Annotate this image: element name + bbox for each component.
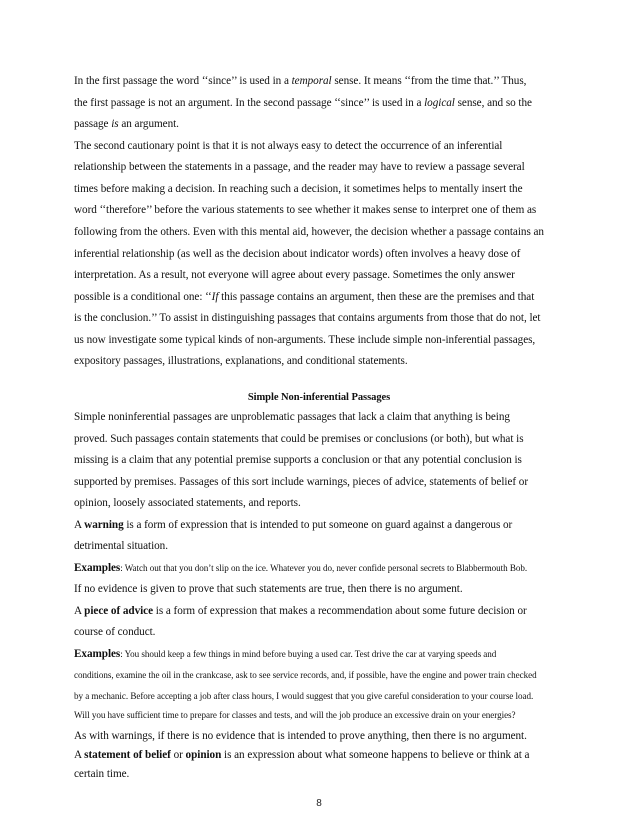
text-line: proved. Such passages contain statements that could be premises or conclusions (or both), but what is bbox=[74, 433, 524, 445]
text-line: opinion, loosely associated statements, and reports. bbox=[74, 497, 301, 509]
examples-label: Examples bbox=[74, 648, 121, 660]
text-span: an argument. bbox=[118, 118, 179, 130]
italic-term: temporal bbox=[291, 75, 332, 87]
text-line bbox=[74, 518, 574, 532]
bold-term: piece of advice bbox=[84, 605, 154, 617]
text-span: passage bbox=[74, 118, 112, 130]
text-line: certain time. bbox=[74, 768, 130, 780]
text-line: word ‘‘therefore’’ before the various statements to see whether it makes sense to interpret one of them as bbox=[74, 204, 537, 216]
text-line bbox=[74, 74, 574, 88]
text-span: A bbox=[74, 519, 85, 531]
text-line: is the conclusion.’’ To assist in distinguishing passages that contains arguments from those that do not, let bbox=[74, 312, 541, 324]
text-span: possible is a conditional one: ‘‘ bbox=[74, 291, 212, 303]
text-line: expository passages, illustrations, explanations, and conditional statements. bbox=[74, 355, 408, 367]
text-span: sense. It means ‘‘from the time that.’’ Thus, bbox=[331, 75, 527, 87]
examples-label: Examples bbox=[74, 562, 121, 574]
text-line: inferential relationship (as well as the decision about indicator words) often involves a heavy dose of bbox=[74, 248, 521, 260]
text-span: the first passage is not an argument. In the second passage ‘‘since’’ is used in a bbox=[74, 97, 425, 109]
text-line: Simple noninferential passages are unproblematic passages that lack a claim that anything is being bbox=[74, 411, 510, 423]
text-span: this passage contains an argument, then these are the premises and that bbox=[218, 291, 535, 303]
bold-term: opinion bbox=[185, 749, 222, 761]
examples-line bbox=[74, 647, 574, 661]
text-span: is a form of expression that makes a recommendation about some future decision or bbox=[153, 605, 527, 617]
text-span: A bbox=[74, 605, 85, 617]
text-line: The second cautionary point is that it is not always easy to detect the occurrence of an inferential bbox=[74, 140, 503, 152]
text-line bbox=[74, 290, 574, 304]
italic-term: logical bbox=[424, 97, 455, 109]
text-line bbox=[74, 96, 574, 110]
example-text: Will you have sufficient time to prepare for classes and tests, and will the job produce an excessive drain on your energies? bbox=[74, 710, 516, 720]
section-heading: Simple Non-inferential Passages bbox=[247, 392, 391, 403]
text-line bbox=[74, 604, 574, 618]
text-span: or bbox=[170, 749, 186, 761]
examples-line bbox=[74, 561, 574, 575]
text-line: detrimental situation. bbox=[74, 540, 168, 552]
italic-term: If bbox=[211, 291, 219, 303]
text-span: A bbox=[74, 749, 85, 761]
text-line: supported by premises. Passages of this sort include warnings, pieces of advice, statements of belief or bbox=[74, 476, 528, 488]
text-line bbox=[74, 117, 574, 131]
text-line: interpretation. As a result, not everyone will agree about every passage. Sometimes the only answer bbox=[74, 269, 515, 281]
italic-term: is bbox=[111, 118, 119, 130]
text-line: course of conduct. bbox=[74, 626, 156, 638]
text-line: missing is a claim that any potential premise supports a conclusion or that any potential conclusion is bbox=[74, 454, 522, 466]
example-text: : Watch out that you don’t slip on the ice. Whatever you do, never confide personal secrets to Blabbermouth Bob. bbox=[120, 563, 528, 573]
text-line bbox=[74, 748, 574, 762]
text-span: is a form of expression that is intended to put someone on guard against a dangerous or bbox=[123, 519, 513, 531]
text-line: If no evidence is given to prove that such statements are true, then there is no argument. bbox=[74, 583, 463, 595]
example-text: by a mechanic. Before accepting a job after class hours, I would suggest that you give careful consideration to your course load. bbox=[74, 691, 534, 701]
page-number: 8 bbox=[316, 798, 322, 809]
text-line: times before making a decision. In reaching such a decision, it sometimes helps to mentally insert the bbox=[74, 183, 523, 195]
text-span: sense, and so the bbox=[454, 97, 532, 109]
text-line: following from the others. Even with this mental aid, however, the decision whether a passage contains an bbox=[74, 226, 544, 238]
text-line: us now investigate some typical kinds of non-arguments. These include simple non-inferential passages, bbox=[74, 334, 536, 346]
example-text: conditions, examine the oil in the crankcase, ask to see service records, and, if possible, have the engine and power train checked bbox=[74, 670, 537, 680]
bold-term: statement of belief bbox=[84, 749, 171, 761]
text-span: is an expression about what someone happens to believe or think at a bbox=[221, 749, 530, 761]
example-text: : You should keep a few things in mind before buying a used car. Test drive the car at varying speeds and bbox=[120, 649, 497, 659]
text-span: In the first passage the word ‘‘since’’ is used in a bbox=[74, 75, 292, 87]
bold-term: warning bbox=[84, 519, 124, 531]
text-line: As with warnings, if there is no evidence that is intended to prove anything, then there is no argument. bbox=[74, 730, 527, 742]
text-line: relationship between the statements in a passage, and the reader may have to review a passage several bbox=[74, 161, 525, 173]
